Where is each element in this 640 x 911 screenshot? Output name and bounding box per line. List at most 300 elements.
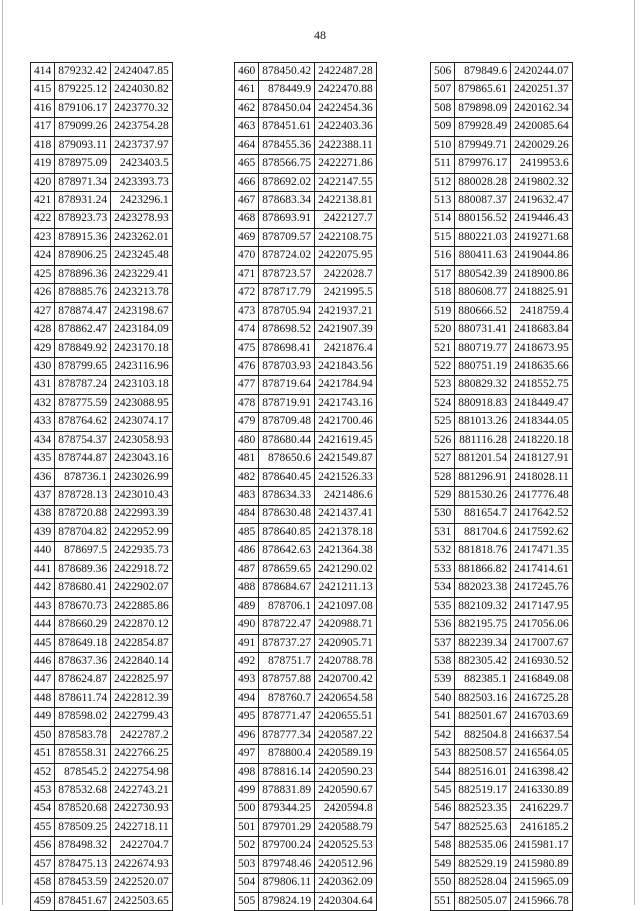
table-row (31, 81, 173, 99)
point-number-cell: 529 (431, 487, 455, 505)
y-coordinate-cell: 2420244.07 (511, 63, 573, 81)
table-row (431, 874, 573, 892)
x-coordinate-cell: 881704.6 (455, 523, 511, 541)
point-number-cell: 426 (31, 284, 55, 302)
point-number-cell: 416 (31, 99, 55, 117)
point-number-cell: 455 (31, 818, 55, 836)
point-number-cell: 535 (431, 597, 455, 615)
y-coordinate-cell: 2423393.73 (111, 173, 173, 191)
y-coordinate-cell: 2417592.62 (511, 523, 573, 541)
table-row (31, 247, 173, 265)
point-number-cell: 466 (235, 173, 259, 191)
point-number-cell: 534 (431, 579, 455, 597)
x-coordinate-cell: 882501.67 (455, 708, 511, 726)
y-coordinate-cell: 2422520.07 (111, 874, 173, 892)
point-number-cell: 448 (31, 689, 55, 707)
y-coordinate-cell: 2423245.48 (111, 247, 173, 265)
point-number-cell: 427 (31, 302, 55, 320)
x-coordinate-cell: 882504.8 (455, 726, 511, 744)
x-coordinate-cell: 882109.32 (455, 597, 511, 615)
y-coordinate-cell: 2419044.86 (511, 247, 573, 265)
y-coordinate-cell: 2422799.43 (111, 708, 173, 726)
table-row (431, 597, 573, 615)
y-coordinate-cell: 2420085.64 (511, 118, 573, 136)
point-number-cell: 429 (31, 339, 55, 357)
y-coordinate-cell: 2422743.21 (111, 782, 173, 800)
point-number-cell: 446 (31, 653, 55, 671)
table-row (31, 523, 173, 541)
y-coordinate-cell: 2417056.06 (511, 616, 573, 634)
y-coordinate-cell: 2422870.12 (111, 616, 173, 634)
table-row (431, 173, 573, 191)
table-row (31, 321, 173, 339)
x-coordinate-cell: 879344.25 (259, 800, 315, 818)
point-number-cell: 539 (431, 671, 455, 689)
table-row (431, 855, 573, 873)
x-coordinate-cell: 878757.88 (259, 671, 315, 689)
x-coordinate-cell: 881116.28 (455, 431, 511, 449)
point-number-cell: 450 (31, 726, 55, 744)
table-row (431, 247, 573, 265)
y-coordinate-cell: 2422454.36 (315, 99, 377, 117)
point-number-cell: 551 (431, 892, 455, 910)
y-coordinate-cell: 2422787.2 (111, 726, 173, 744)
point-number-cell: 483 (235, 487, 259, 505)
table-row (431, 653, 573, 671)
y-coordinate-cell: 2415966.78 (511, 892, 573, 910)
table-row (235, 542, 377, 560)
table-row (31, 431, 173, 449)
x-coordinate-cell: 878692.02 (259, 173, 315, 191)
table-row (31, 450, 173, 468)
point-number-cell: 513 (431, 192, 455, 210)
point-number-cell: 484 (235, 505, 259, 523)
y-coordinate-cell: 2423088.95 (111, 394, 173, 412)
x-coordinate-cell: 879093.11 (55, 136, 111, 154)
y-coordinate-cell: 2421364.38 (315, 542, 377, 560)
x-coordinate-cell: 882535.06 (455, 837, 511, 855)
point-number-cell: 414 (31, 63, 55, 81)
x-coordinate-cell: 878720.88 (55, 505, 111, 523)
x-coordinate-cell: 878885.76 (55, 284, 111, 302)
table-row (235, 339, 377, 357)
table-row (235, 745, 377, 763)
y-coordinate-cell: 2421743.16 (315, 394, 377, 412)
table-row (31, 376, 173, 394)
y-coordinate-cell: 2415981.17 (511, 837, 573, 855)
y-coordinate-cell: 2418673.95 (511, 339, 573, 357)
point-number-cell: 502 (235, 837, 259, 855)
y-coordinate-cell: 2421290.02 (315, 560, 377, 578)
table-row (235, 210, 377, 228)
y-coordinate-cell: 2422704.7 (111, 837, 173, 855)
x-coordinate-cell: 882519.17 (455, 782, 511, 800)
x-coordinate-cell: 878744.87 (55, 450, 111, 468)
point-number-cell: 477 (235, 376, 259, 394)
point-number-cell: 463 (235, 118, 259, 136)
x-coordinate-cell: 882516.01 (455, 763, 511, 781)
x-coordinate-cell: 878451.61 (259, 118, 315, 136)
table-row (31, 284, 173, 302)
y-coordinate-cell: 2420162.34 (511, 99, 573, 117)
x-coordinate-cell: 878680.41 (55, 579, 111, 597)
table-row (31, 782, 173, 800)
table-row (235, 800, 377, 818)
x-coordinate-cell: 878896.36 (55, 265, 111, 283)
x-coordinate-cell: 878450.04 (259, 99, 315, 117)
x-coordinate-cell: 882385.1 (455, 671, 511, 689)
x-coordinate-cell: 878709.48 (259, 413, 315, 431)
table-row (31, 487, 173, 505)
table-row (431, 745, 573, 763)
table-row (31, 173, 173, 191)
x-coordinate-cell: 878689.36 (55, 560, 111, 578)
point-number-cell: 461 (235, 81, 259, 99)
table-row (31, 818, 173, 836)
point-number-cell: 487 (235, 560, 259, 578)
y-coordinate-cell: 2419632.47 (511, 192, 573, 210)
y-coordinate-cell: 2423754.28 (111, 118, 173, 136)
y-coordinate-cell: 2420655.51 (315, 708, 377, 726)
y-coordinate-cell: 2416703.69 (511, 708, 573, 726)
point-number-cell: 519 (431, 302, 455, 320)
x-coordinate-cell: 882195.75 (455, 616, 511, 634)
x-coordinate-cell: 878704.82 (55, 523, 111, 541)
point-number-cell: 516 (431, 247, 455, 265)
y-coordinate-cell: 2422730.93 (111, 800, 173, 818)
x-coordinate-cell: 880731.41 (455, 321, 511, 339)
x-coordinate-cell: 878923.73 (55, 210, 111, 228)
x-coordinate-cell: 878764.62 (55, 413, 111, 431)
y-coordinate-cell: 2418220.18 (511, 431, 573, 449)
table-row (235, 118, 377, 136)
point-number-cell: 415 (31, 81, 55, 99)
y-coordinate-cell: 2423026.99 (111, 468, 173, 486)
x-coordinate-cell: 878680.44 (259, 431, 315, 449)
point-number-cell: 485 (235, 523, 259, 541)
table-row (31, 155, 173, 173)
x-coordinate-cell: 878698.52 (259, 321, 315, 339)
x-coordinate-cell: 878637.36 (55, 653, 111, 671)
y-coordinate-cell: 2420029.26 (511, 136, 573, 154)
x-coordinate-cell: 878831.89 (259, 782, 315, 800)
x-coordinate-cell: 880918.83 (455, 394, 511, 412)
y-coordinate-cell: 2423229.41 (111, 265, 173, 283)
x-coordinate-cell: 878642.63 (259, 542, 315, 560)
point-number-cell: 488 (235, 579, 259, 597)
table-row (31, 634, 173, 652)
point-number-cell: 538 (431, 653, 455, 671)
point-number-cell: 417 (31, 118, 55, 136)
point-number-cell: 510 (431, 136, 455, 154)
y-coordinate-cell: 2423074.17 (111, 413, 173, 431)
point-number-cell: 507 (431, 81, 455, 99)
x-coordinate-cell: 881818.76 (455, 542, 511, 560)
table-row (431, 616, 573, 634)
x-coordinate-cell: 882239.34 (455, 634, 511, 652)
table-row (31, 265, 173, 283)
x-coordinate-cell: 880542.39 (455, 265, 511, 283)
table-row (431, 782, 573, 800)
table-row (31, 874, 173, 892)
y-coordinate-cell: 2416229.7 (511, 800, 573, 818)
point-number-cell: 440 (31, 542, 55, 560)
point-number-cell: 548 (431, 837, 455, 855)
x-coordinate-cell: 882305.42 (455, 653, 511, 671)
table-row (235, 265, 377, 283)
point-number-cell: 489 (235, 597, 259, 615)
x-coordinate-cell: 878634.33 (259, 487, 315, 505)
point-number-cell: 444 (31, 616, 55, 634)
table-row (235, 523, 377, 541)
point-number-cell: 499 (235, 782, 259, 800)
x-coordinate-cell: 878660.29 (55, 616, 111, 634)
x-coordinate-cell: 878583.78 (55, 726, 111, 744)
table-row (235, 726, 377, 744)
y-coordinate-cell: 2422028.7 (315, 265, 377, 283)
x-coordinate-cell: 878532.68 (55, 782, 111, 800)
table-row (431, 800, 573, 818)
x-coordinate-cell: 882503.16 (455, 689, 511, 707)
y-coordinate-cell: 2420788.78 (315, 653, 377, 671)
point-number-cell: 423 (31, 228, 55, 246)
x-coordinate-cell: 878706.1 (259, 597, 315, 615)
point-number-cell: 443 (31, 597, 55, 615)
x-coordinate-cell: 879865.61 (455, 81, 511, 99)
point-number-cell: 441 (31, 560, 55, 578)
y-coordinate-cell: 2423058.93 (111, 431, 173, 449)
x-coordinate-cell: 878931.24 (55, 192, 111, 210)
table-row (431, 63, 573, 81)
table-row (431, 81, 573, 99)
table-row (431, 339, 573, 357)
table-row (431, 689, 573, 707)
point-number-cell: 504 (235, 874, 259, 892)
point-number-cell: 523 (431, 376, 455, 394)
table-row (31, 302, 173, 320)
y-coordinate-cell: 2420589.19 (315, 745, 377, 763)
point-number-cell: 521 (431, 339, 455, 357)
table-row (431, 228, 573, 246)
y-coordinate-cell: 2422470.88 (315, 81, 377, 99)
x-coordinate-cell: 879928.49 (455, 118, 511, 136)
point-number-cell: 514 (431, 210, 455, 228)
x-coordinate-cell: 878906.25 (55, 247, 111, 265)
point-number-cell: 431 (31, 376, 55, 394)
x-coordinate-cell: 878611.74 (55, 689, 111, 707)
point-number-cell: 476 (235, 358, 259, 376)
point-number-cell: 482 (235, 468, 259, 486)
x-coordinate-cell: 880087.37 (455, 192, 511, 210)
point-number-cell: 421 (31, 192, 55, 210)
x-coordinate-cell: 881530.26 (455, 487, 511, 505)
point-number-cell: 524 (431, 394, 455, 412)
y-coordinate-cell: 2416398.42 (511, 763, 573, 781)
table-row (235, 671, 377, 689)
table-row (235, 284, 377, 302)
table-row (31, 597, 173, 615)
point-number-cell: 543 (431, 745, 455, 763)
x-coordinate-cell: 878787.24 (55, 376, 111, 394)
point-number-cell: 491 (235, 634, 259, 652)
x-coordinate-cell: 878697.5 (55, 542, 111, 560)
point-number-cell: 541 (431, 708, 455, 726)
table-row (235, 837, 377, 855)
x-coordinate-cell: 878719.91 (259, 394, 315, 412)
table-row (431, 523, 573, 541)
x-coordinate-cell: 879701.29 (259, 818, 315, 836)
y-coordinate-cell: 2422388.11 (315, 136, 377, 154)
table-row (235, 653, 377, 671)
y-coordinate-cell: 2422902.07 (111, 579, 173, 597)
point-number-cell: 419 (31, 155, 55, 173)
y-coordinate-cell: 2423213.78 (111, 284, 173, 302)
x-coordinate-cell: 880221.03 (455, 228, 511, 246)
x-coordinate-cell: 878453.59 (55, 874, 111, 892)
x-coordinate-cell: 878630.48 (259, 505, 315, 523)
point-number-cell: 418 (31, 136, 55, 154)
table-row (235, 394, 377, 412)
scan-edge-right (634, 0, 635, 905)
table-row (235, 431, 377, 449)
table-row (431, 671, 573, 689)
y-coordinate-cell: 2420590.23 (315, 763, 377, 781)
x-coordinate-cell: 878760.7 (259, 689, 315, 707)
y-coordinate-cell: 2422127.7 (315, 210, 377, 228)
y-coordinate-cell: 2421549.87 (315, 450, 377, 468)
x-coordinate-cell: 878498.32 (55, 837, 111, 855)
x-coordinate-cell: 878728.13 (55, 487, 111, 505)
table-row (235, 358, 377, 376)
point-number-cell: 452 (31, 763, 55, 781)
point-number-cell: 430 (31, 358, 55, 376)
table-row (235, 247, 377, 265)
point-number-cell: 432 (31, 394, 55, 412)
table-row (431, 431, 573, 449)
point-number-cell: 490 (235, 616, 259, 634)
point-number-cell: 495 (235, 708, 259, 726)
x-coordinate-cell: 878624.87 (55, 671, 111, 689)
table-row (31, 726, 173, 744)
x-coordinate-cell: 878598.02 (55, 708, 111, 726)
y-coordinate-cell: 2422674.93 (111, 855, 173, 873)
table-row (31, 339, 173, 357)
point-number-cell: 458 (31, 874, 55, 892)
y-coordinate-cell: 2420594.8 (315, 800, 377, 818)
y-coordinate-cell: 2421097.08 (315, 597, 377, 615)
y-coordinate-cell: 2421937.21 (315, 302, 377, 320)
point-number-cell: 533 (431, 560, 455, 578)
table-row (31, 560, 173, 578)
x-coordinate-cell: 878724.02 (259, 247, 315, 265)
y-coordinate-cell: 2421876.4 (315, 339, 377, 357)
x-coordinate-cell: 878975.09 (55, 155, 111, 173)
x-coordinate-cell: 878558.31 (55, 745, 111, 763)
y-coordinate-cell: 2418449.47 (511, 394, 573, 412)
y-coordinate-cell: 2423296.1 (111, 192, 173, 210)
point-number-cell: 481 (235, 450, 259, 468)
point-number-cell: 478 (235, 394, 259, 412)
point-number-cell: 465 (235, 155, 259, 173)
point-number-cell: 462 (235, 99, 259, 117)
point-number-cell: 470 (235, 247, 259, 265)
table-row (431, 726, 573, 744)
x-coordinate-cell: 878799.65 (55, 358, 111, 376)
y-coordinate-cell: 2422993.39 (111, 505, 173, 523)
y-coordinate-cell: 2423010.43 (111, 487, 173, 505)
y-coordinate-cell: 2422812.39 (111, 689, 173, 707)
x-coordinate-cell: 880719.77 (455, 339, 511, 357)
table-row (431, 579, 573, 597)
y-coordinate-cell: 2421437.41 (315, 505, 377, 523)
point-number-cell: 451 (31, 745, 55, 763)
point-number-cell: 469 (235, 228, 259, 246)
x-coordinate-cell: 879806.11 (259, 874, 315, 892)
y-coordinate-cell: 2417776.48 (511, 487, 573, 505)
y-coordinate-cell: 2423103.18 (111, 376, 173, 394)
x-coordinate-cell: 882523.35 (455, 800, 511, 818)
x-coordinate-cell: 880751.19 (455, 358, 511, 376)
table-row (235, 450, 377, 468)
y-coordinate-cell: 2423116.96 (111, 358, 173, 376)
table-row (31, 855, 173, 873)
x-coordinate-cell: 878717.79 (259, 284, 315, 302)
y-coordinate-cell: 2420362.09 (315, 874, 377, 892)
point-number-cell: 435 (31, 450, 55, 468)
x-coordinate-cell: 878849.92 (55, 339, 111, 357)
y-coordinate-cell: 2417414.61 (511, 560, 573, 578)
table-row (431, 468, 573, 486)
y-coordinate-cell: 2423262.01 (111, 228, 173, 246)
point-number-cell: 436 (31, 468, 55, 486)
point-number-cell: 454 (31, 800, 55, 818)
table-row (235, 81, 377, 99)
y-coordinate-cell: 2422885.86 (111, 597, 173, 615)
y-coordinate-cell: 2421907.39 (315, 321, 377, 339)
x-coordinate-cell: 878874.47 (55, 302, 111, 320)
table-row (431, 192, 573, 210)
point-number-cell: 445 (31, 634, 55, 652)
table-row (235, 376, 377, 394)
point-number-cell: 527 (431, 450, 455, 468)
table-row (31, 708, 173, 726)
x-coordinate-cell: 878771.47 (259, 708, 315, 726)
y-coordinate-cell: 2416330.89 (511, 782, 573, 800)
x-coordinate-cell: 878683.34 (259, 192, 315, 210)
x-coordinate-cell: 880666.52 (455, 302, 511, 320)
table-row (431, 265, 573, 283)
point-number-cell: 437 (31, 487, 55, 505)
point-number-cell: 496 (235, 726, 259, 744)
table-row (31, 892, 173, 910)
point-number-cell: 498 (235, 763, 259, 781)
x-coordinate-cell: 878650.6 (259, 450, 315, 468)
table-row (31, 413, 173, 431)
table-row (235, 302, 377, 320)
y-coordinate-cell: 2422918.72 (111, 560, 173, 578)
y-coordinate-cell: 2419802.32 (511, 173, 573, 191)
table-row (431, 118, 573, 136)
y-coordinate-cell: 2422075.95 (315, 247, 377, 265)
y-coordinate-cell: 2421843.56 (315, 358, 377, 376)
y-coordinate-cell: 2417245.76 (511, 579, 573, 597)
y-coordinate-cell: 2417471.35 (511, 542, 573, 560)
x-coordinate-cell: 878816.14 (259, 763, 315, 781)
y-coordinate-cell: 2421619.45 (315, 431, 377, 449)
y-coordinate-cell: 2420588.79 (315, 818, 377, 836)
table-row (31, 837, 173, 855)
y-coordinate-cell: 2418759.4 (511, 302, 573, 320)
